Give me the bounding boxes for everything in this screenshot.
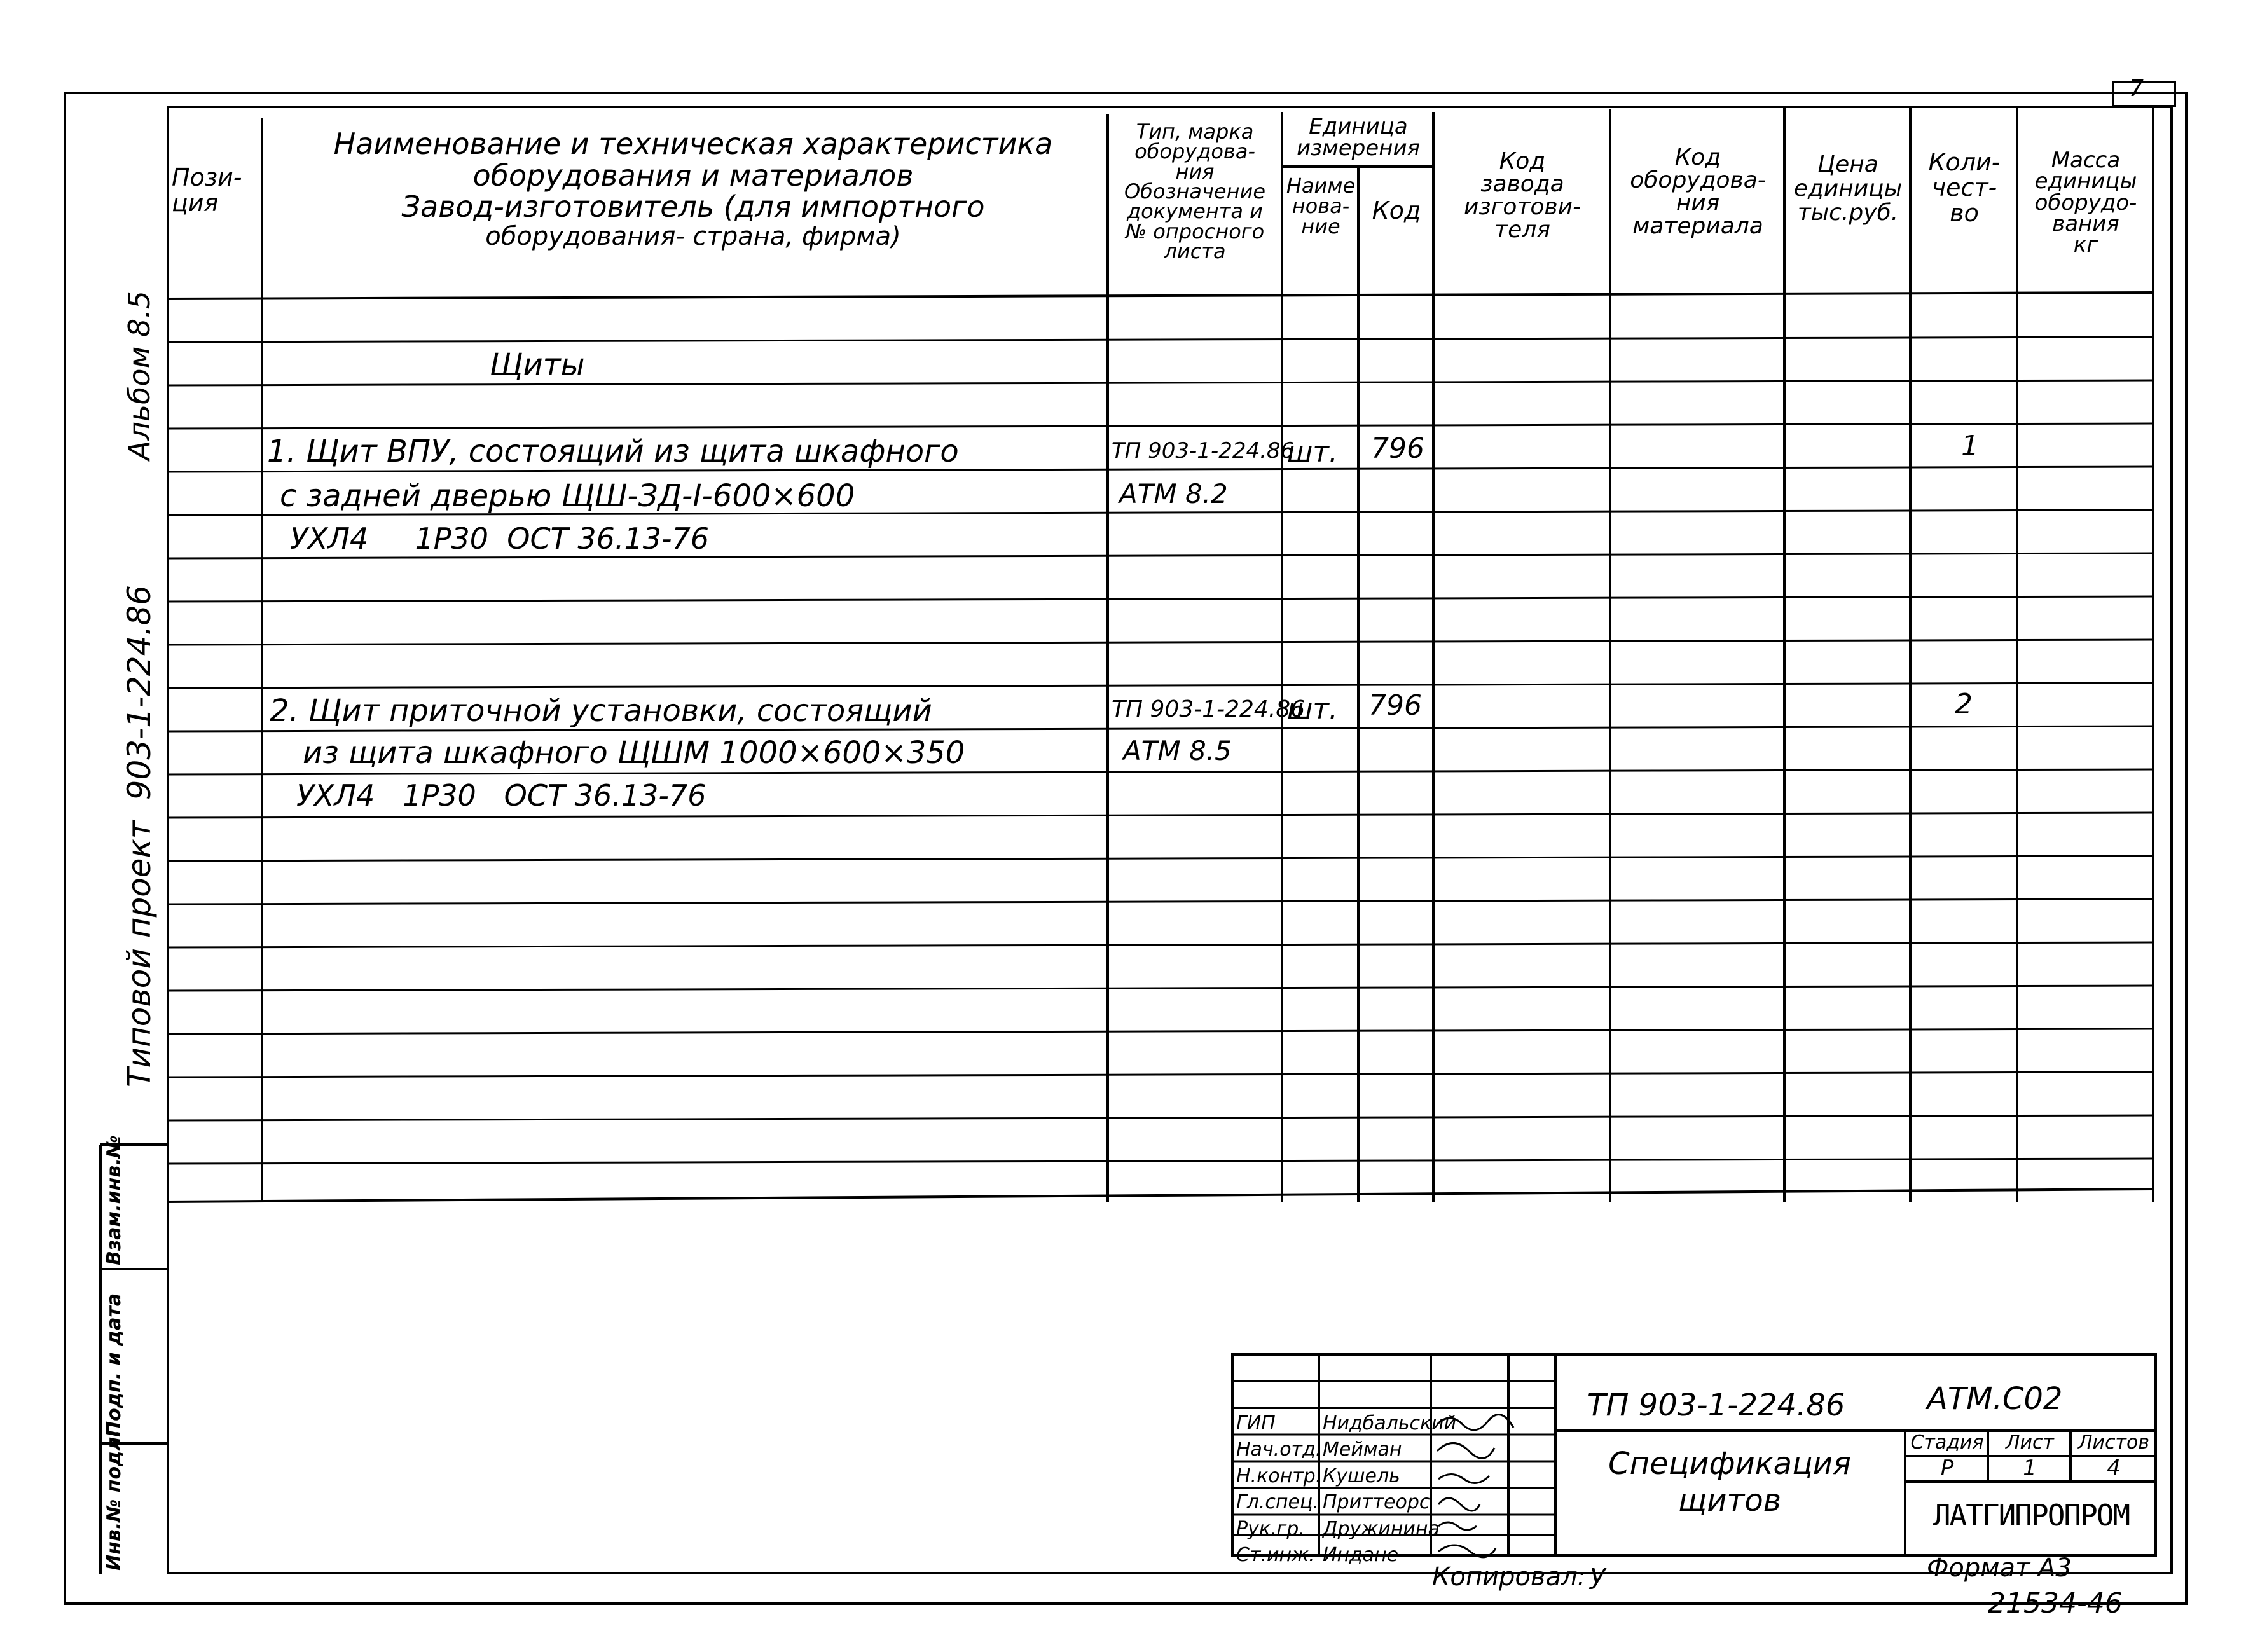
item-1-type-2: АТМ 8.2 xyxy=(1119,478,1228,509)
tb-sheets-label: Листов xyxy=(2077,1431,2150,1454)
page-number: 7 xyxy=(2129,76,2144,102)
item-2-type-1: ТП 903-1-224.86 xyxy=(1112,696,1306,722)
header-factory-code: Код завода изготови- теля xyxy=(1463,148,1581,243)
tb-roles: ГИП Нач.отд. Н.контр. Гл.спец. Рук.гр. Ст.инж. xyxy=(1236,1412,1322,1566)
stamp-sign-date: Подп. и дата xyxy=(103,1293,125,1437)
tb-org: ЛАТГИПРОПРОМ xyxy=(1933,1498,2130,1532)
item-1-qty: 1 xyxy=(1961,430,1979,462)
item-2-unit: шт. xyxy=(1287,693,1338,726)
item-2-line-3: УХЛ4 1Р30 ОСТ 36.13-76 xyxy=(296,778,706,813)
header-name: Наименование и техническая характеристика оборудования и материалов Завод-изготовитель (для импортного оборудования- страна, фирма) xyxy=(333,127,1053,252)
tb-stage: Р xyxy=(1940,1456,1954,1481)
header-mass: Масса единицы оборудо- вания кг xyxy=(2034,148,2137,258)
header-unit-group: Единица измерения xyxy=(1296,114,1421,161)
tb-title: Спецификация щитов xyxy=(1608,1446,1851,1518)
item-1-type-1: ТП 903-1-224.86 xyxy=(1112,438,1295,464)
format-label: Формат А3 xyxy=(1927,1553,2072,1583)
tb-doc-mark: АТМ.С02 xyxy=(1927,1381,2063,1417)
tb-names: Нидбальский Мейман Кушель Приттеорс Дружинина Индане xyxy=(1323,1412,1457,1566)
header-position: Пози- ция xyxy=(172,163,242,217)
copied-label: Копировал: xyxy=(1432,1562,1587,1592)
album-label: Альбом 8.5 xyxy=(122,291,156,460)
item-2-qty: 2 xyxy=(1955,688,1973,720)
stamp-replace-inv: Взам.инв.№ xyxy=(103,1135,125,1265)
tb-sheet-label: Лист xyxy=(2005,1431,2055,1454)
item-1-unit: шт. xyxy=(1287,436,1338,469)
item-2-line-2: из щита шкафного ЩШМ 1000×600×350 xyxy=(303,735,965,771)
stamp-inv-no: Инв.№ подл. xyxy=(103,1429,125,1571)
item-2-line-1: 2. Щит приточной установки, состоящий xyxy=(270,693,932,729)
tb-sheets: 4 xyxy=(2107,1456,2121,1481)
header-price: Цена единицы тыс.руб. xyxy=(1793,151,1903,226)
item-1-code: 796 xyxy=(1371,432,1424,465)
item-1-line-3: УХЛ4 1Р30 ОСТ 36.13-76 xyxy=(290,521,710,556)
section-title: Щиты xyxy=(490,347,585,383)
header-equip-code: Код оборудова- ния материала xyxy=(1630,144,1766,239)
archive-number: 21534-46 xyxy=(1988,1587,2123,1620)
tb-doc-code: ТП 903-1-224.86 xyxy=(1587,1387,1845,1423)
item-1-line-1: 1. Щит ВПУ, состоящий из щита шкафного xyxy=(267,434,959,469)
item-2-code: 796 xyxy=(1368,689,1422,722)
header-qty: Коли- чест- во xyxy=(1928,148,2001,227)
item-1-line-2: с задней дверью ЩШ-ЗД-I-600×600 xyxy=(280,478,855,514)
item-2-type-2: АТМ 8.5 xyxy=(1123,735,1232,766)
tb-sheet: 1 xyxy=(2023,1456,2037,1481)
header-unit-name: Наиме нова- ние xyxy=(1286,174,1356,238)
project-label: Типовой проект 903-1-224.86 xyxy=(121,585,158,1087)
copied-signature: у xyxy=(1590,1558,1607,1590)
header-type: Тип, марка оборудова- ния Обозначение документа и № опросного листа xyxy=(1124,120,1266,264)
header-unit-code: Код xyxy=(1372,196,1421,224)
tb-stage-label: Стадия xyxy=(1910,1431,1984,1454)
